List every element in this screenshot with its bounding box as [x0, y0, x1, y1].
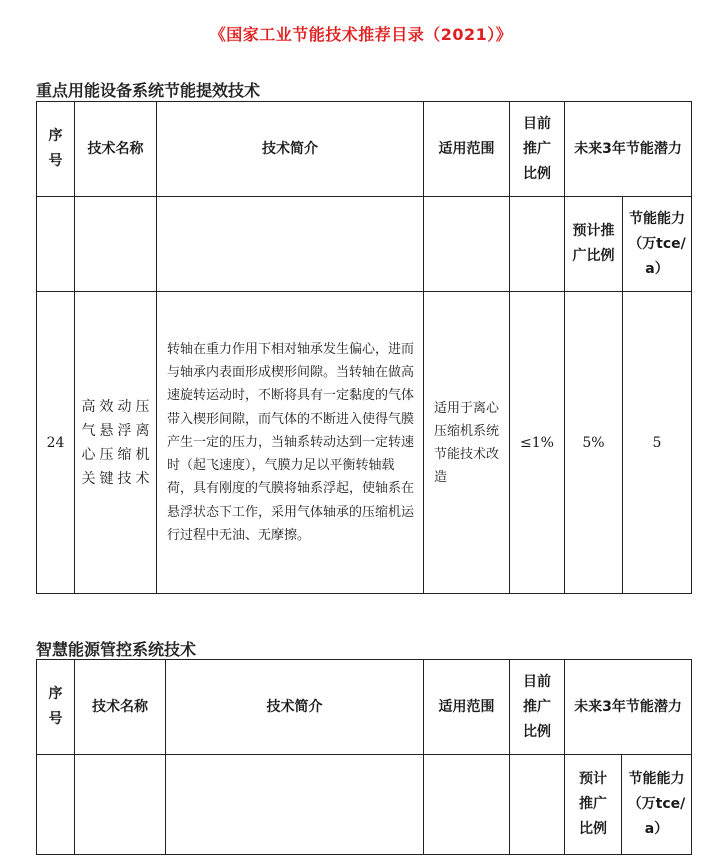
header-seq: 序号: [37, 102, 75, 197]
header-future-potential: 未来3年节能潜力: [565, 102, 692, 197]
row-intro: 转轴在重力作用下相对轴承发生偏心，进而与轴承内表面形成楔形间隙。当转轴在做高速旋转运动时，不断将具有一定黏度的气体带入楔形间隙，而气体的不断进入使得气膜产生一定的压力，当轴系转动达到一定转速时（起飞速度），气膜力足以平衡转轴载荷，具有刚度的气膜将轴系浮起，使轴系在悬浮状态下工作，采用气体轴承的压缩机运行过程中无油、无摩擦。: [157, 292, 424, 594]
header-name: 技术名称: [75, 102, 157, 197]
header-saving-capacity: 节能能力（万tce/a）: [623, 197, 692, 292]
empty-cell: [157, 197, 424, 292]
empty-cell: [424, 755, 510, 855]
row-name: 高效动压气悬浮离心压缩机关键技术: [75, 292, 157, 594]
row-projected-ratio: 5%: [565, 292, 623, 594]
header-projected-ratio: 预计推广比例: [565, 755, 622, 855]
section-heading-smart-energy: 智慧能源管控系统技术: [36, 640, 197, 659]
row-current-ratio: ≤1%: [510, 292, 565, 594]
document-title: 《国家工业节能技术推荐目录（2021）》: [209, 25, 513, 44]
row-saving: 5: [623, 292, 692, 594]
empty-cell: [510, 755, 565, 855]
empty-cell: [424, 197, 510, 292]
header-intro: 技术简介: [157, 102, 424, 197]
header-saving-capacity: 节能能力（万tce/a）: [622, 755, 692, 855]
equipment-technology-table: [36, 101, 692, 594]
empty-cell: [37, 755, 75, 855]
header-scope: 适用范围: [424, 102, 510, 197]
empty-cell: [75, 755, 166, 855]
header-scope: 适用范围: [424, 660, 510, 755]
empty-cell: [166, 755, 424, 855]
section-heading-equipment: 重点用能设备系统节能提效技术: [36, 81, 261, 100]
header-seq: 序号: [37, 660, 75, 755]
header-intro: 技术简介: [166, 660, 424, 755]
header-name: 技术名称: [75, 660, 166, 755]
empty-cell: [510, 197, 565, 292]
empty-cell: [75, 197, 157, 292]
header-projected-ratio: 预计推广比例: [565, 197, 623, 292]
empty-cell: [37, 197, 75, 292]
smart-energy-technology-table: [36, 659, 692, 855]
row-seq: 24: [37, 292, 75, 594]
header-future-potential: 未来3年节能潜力: [565, 660, 692, 755]
table-row: [37, 292, 692, 594]
header-current-ratio: 目前推广比例: [510, 660, 565, 755]
row-scope: 适用于离心压缩机系统节能技术改造: [424, 292, 510, 594]
header-current-ratio: 目前推广比例: [510, 102, 565, 197]
